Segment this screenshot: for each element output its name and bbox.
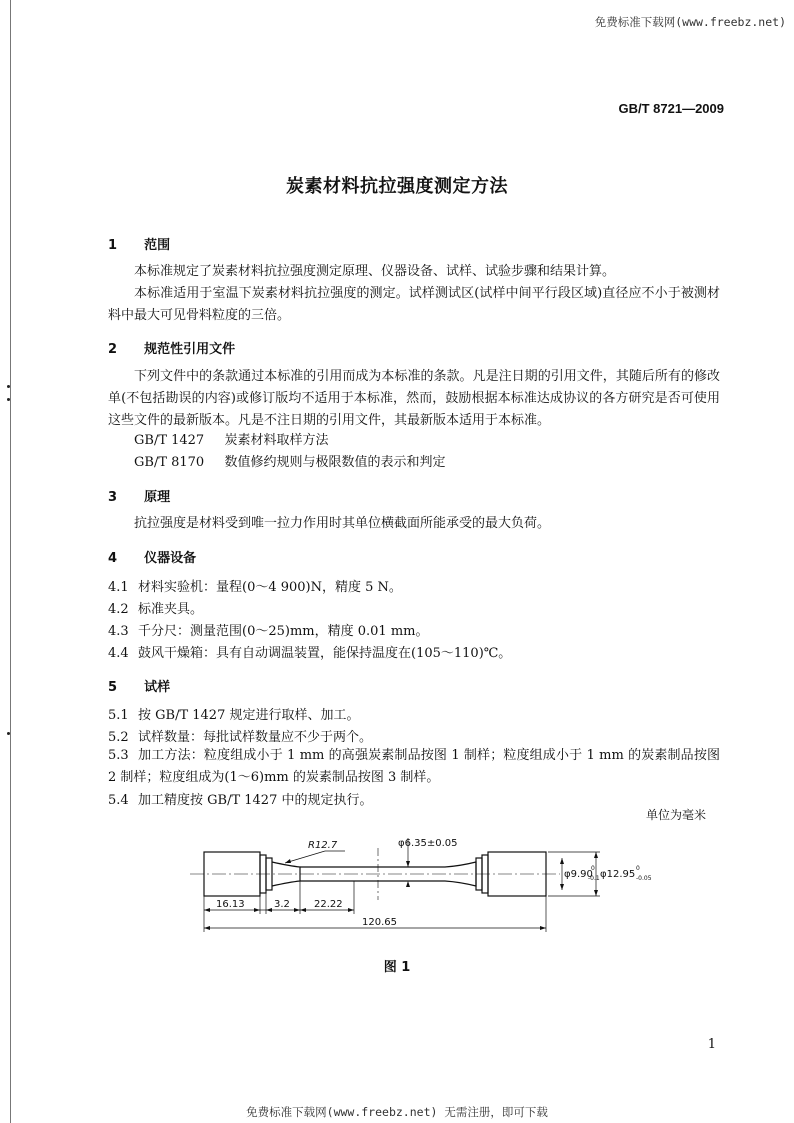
clause-number: 4.2 (108, 602, 129, 617)
clause-text: 标准夹具。 (138, 602, 204, 617)
neck-tol-upper: 0 (591, 865, 595, 872)
section-title: 范围 (144, 238, 171, 253)
section-title: 规范性引用文件 (144, 342, 236, 357)
clause-text: 加工精度按 GB/T 1427 中的规定执行。 (138, 793, 373, 808)
reference-name: 数值修约规则与极限数值的表示和判定 (224, 455, 446, 470)
end-tol-upper: 0 (636, 865, 640, 872)
clause-number: 5.4 (108, 793, 129, 808)
clause-number: 5.1 (108, 708, 129, 723)
document-title: 炭素材料抗拉强度测定方法 (286, 176, 508, 197)
section-number: 3 (108, 490, 118, 505)
reference-name: 炭素材料取样方法 (224, 433, 329, 448)
section-number: 2 (108, 342, 118, 357)
clause-number: 5.2 (108, 730, 129, 745)
standard-number: GB/T 8721—2009 (618, 101, 724, 116)
clause-number: 4.1 (108, 580, 129, 595)
clause-text: 千分尺：测量范围(0～25)mm，精度 0.01 mm。 (138, 624, 429, 639)
section-number: 4 (108, 551, 118, 566)
neck-diameter-label: φ9.90 (564, 869, 593, 880)
section-3-paragraph-1: 抗拉强度是材料受到唯一拉力作用时其单位横截面所能承受的最大负荷。 (134, 516, 551, 531)
figure-caption: 图 1 (383, 960, 411, 975)
watermark-bottom: 免费标准下载网(www.freebz.net) 无需注册，即可下载 (246, 1105, 548, 1119)
radius-label: R12.7 (308, 840, 338, 851)
page-number: 1 (707, 1037, 716, 1052)
reference-code: GB/T 1427 (134, 433, 205, 448)
dim-c-label: 22.22 (314, 899, 343, 910)
section-title: 仪器设备 (144, 551, 197, 566)
clause-number: 4.3 (108, 624, 129, 639)
clause-number: 5.3 (108, 748, 129, 763)
section-1-paragraph-2: 本标准适用于室温下炭素材料抗拉强度的测定。试样测试区(试样中间平行段区域)直径应不小于被测材料中最大可见骨料粒度的三倍。 (108, 286, 720, 323)
section-title: 试样 (144, 680, 171, 695)
end-tol-lower: -0.05 (636, 875, 652, 882)
section-number: 1 (108, 238, 118, 253)
clause-text: 加工方法：粒度组成小于 1 mm 的高强炭素制品按图 1 制样；粒度组成小于 1 mm 的炭素制品按图 2 制样；粒度组成为(1～6)mm 的炭素制品按图 3 制样。 (108, 748, 720, 785)
reference-code: GB/T 8170 (134, 455, 205, 470)
section-title: 原理 (144, 490, 171, 505)
clause-text: 按 GB/T 1427 规定进行取样、加工。 (138, 708, 360, 723)
watermark-top: 免费标准下载网(www.freebz.net) (594, 15, 786, 29)
neck-tol-lower: -0.1 (588, 875, 600, 882)
dim-b-label: 3.2 (274, 899, 290, 910)
end-diameter-label: φ12.95 (600, 869, 636, 880)
dim-total-label: 120.65 (362, 917, 397, 928)
dim-a-label: 16.13 (216, 899, 245, 910)
clause-text: 试样数量：每批试样数量应不少于两个。 (138, 730, 373, 745)
unit-note: 单位为毫米 (645, 808, 706, 822)
clause-number: 4.4 (108, 646, 129, 661)
section-1-paragraph-1: 本标准规定了炭素材料抗拉强度测定原理、仪器设备、试样、试验步骤和结果计算。 (134, 264, 616, 279)
center-diameter-label: φ6.35±0.05 (398, 838, 458, 849)
section-2-paragraph-1: 下列文件中的条款通过本标准的引用而成为本标准的条款。凡是注日期的引用文件，其随后所有的修改单(不包括勘误的内容)或修订版均不适用于本标准，然而，鼓励根据本标准达成协议的各方研究是否可使用这些文件的最新版本。凡是不注日期的引用文件，其最新版本适用于本标准。 (108, 369, 720, 428)
clause-text: 材料实验机：量程(0～4 900)N，精度 5 N。 (138, 580, 402, 595)
section-number: 5 (108, 680, 118, 695)
clause-text: 鼓风干燥箱：具有自动调温装置，能保持温度在(105～110)℃。 (138, 646, 512, 661)
